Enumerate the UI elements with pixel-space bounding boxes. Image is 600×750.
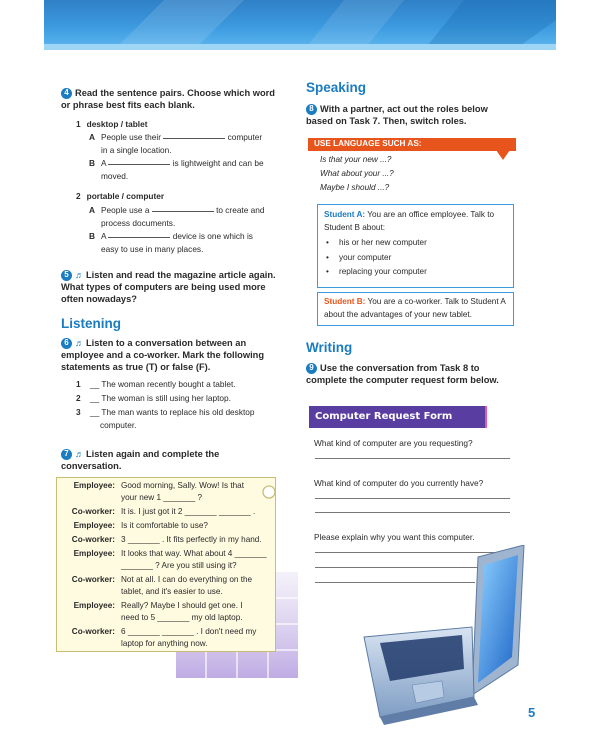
task8-instruction: 8 With a partner, act out the roles below based on Task 7. Then, switch roles. — [306, 104, 488, 127]
answer-blank[interactable] — [108, 237, 170, 238]
form-question: What kind of computer are you requesting? — [314, 438, 473, 448]
task4-item2-b: B A device is one which is easy to use in many places. — [89, 231, 253, 254]
bullet-item: • replacing your computer — [339, 267, 427, 276]
task-number-badge: 9 — [306, 363, 317, 374]
task-number-badge: 8 — [306, 104, 317, 115]
student-a-card: Student A: You are an office employee. Talk to Student B about: • his or her new computer • your computer • replacing your computer — [317, 204, 514, 288]
answer-line[interactable] — [315, 498, 510, 499]
form-question: What kind of computer do you currently have? — [314, 478, 484, 488]
form-title-accent — [485, 406, 487, 428]
task5-instruction: 5 ♬ Listen and read the magazine article again. What types of computers are being used more often nowadays? — [61, 270, 276, 305]
conversation-box: Employee: Good morning, Sally. Wow! Is that your new 1 _______ ? Co-worker: It is. I just got it 2 _______ _______ . Employee: Is it comfortable to use? Co-worker: 3 _______ . It fits perfectly in my hand. Employee: It looks that way. What about 4 _______ _______ ? Are you still using it? Co-worker: Not at all. I can do everything on the tablet, and it's easier to use. Employee: Really? Maybe I should get one. I need to 5 _______ my old laptop. Co-worker: 6 _______ _______ . I don't need my laptop for anything now. — [56, 477, 276, 652]
bullet-item: • his or her new computer — [339, 238, 427, 247]
task-number-badge: 6 — [61, 338, 72, 349]
header-banner — [44, 0, 556, 50]
task4-item1-title: 1 desktop / tablet — [76, 119, 148, 129]
task4-item2-a: A People use a to create and process documents. — [89, 205, 265, 228]
task6-instruction: 6 ♬ Listen to a conversation between an employee and a co-worker. Mark the following statements as true (T) or false (F). — [61, 338, 265, 373]
task-number-badge: 7 — [61, 449, 72, 460]
language-box — [308, 138, 516, 198]
answer-line[interactable] — [315, 512, 510, 513]
language-example: What about your ...? — [320, 169, 394, 178]
task4-item1-b: B A is lightweight and can be moved. — [89, 158, 264, 181]
answer-blank[interactable] — [163, 138, 225, 139]
task9-instruction: 9 Use the conversation from Task 8 to complete the computer request form below. — [306, 363, 499, 386]
audio-icon[interactable]: ♬ — [75, 338, 84, 348]
banner-decoration — [44, 0, 556, 50]
language-example: Is that your new ...? — [320, 155, 392, 164]
audio-icon[interactable]: ♬ — [75, 270, 84, 280]
page-number: 5 — [528, 705, 536, 720]
language-example: Maybe I should ...? — [320, 183, 390, 192]
task4-item1-a: A People use their computer in a single location. — [89, 132, 263, 155]
answer-line[interactable] — [315, 458, 510, 459]
form-question: Please explain why you want this computer. — [314, 532, 475, 542]
bullet-item: • your computer — [339, 253, 391, 262]
language-box-heading: USE LANGUAGE SUCH AS: — [308, 138, 516, 151]
student-b-card: Student B: You are a co-worker. Talk to Student A about the advantages of your new tablet. — [317, 292, 514, 326]
answer-blank[interactable] — [108, 164, 170, 165]
task-number-badge: 5 — [61, 270, 72, 281]
task7-instruction: 7 ♬ Listen again and complete the conversation. — [61, 449, 220, 472]
laptop-image — [350, 545, 530, 725]
task-number-badge: 4 — [61, 88, 72, 99]
listening-heading: Listening — [61, 316, 121, 331]
answer-blank[interactable] — [152, 211, 214, 212]
writing-heading: Writing — [306, 340, 353, 355]
task4-instruction: 4 Read the sentence pairs. Choose which word or phrase best fits each blank. — [61, 88, 275, 111]
form-title: Computer Request Form — [309, 406, 485, 428]
speaking-heading: Speaking — [306, 80, 367, 95]
audio-icon[interactable]: ♬ — [75, 449, 84, 459]
task4-item2-title: 2 portable / computer — [76, 191, 165, 201]
language-box-pointer — [496, 150, 510, 164]
